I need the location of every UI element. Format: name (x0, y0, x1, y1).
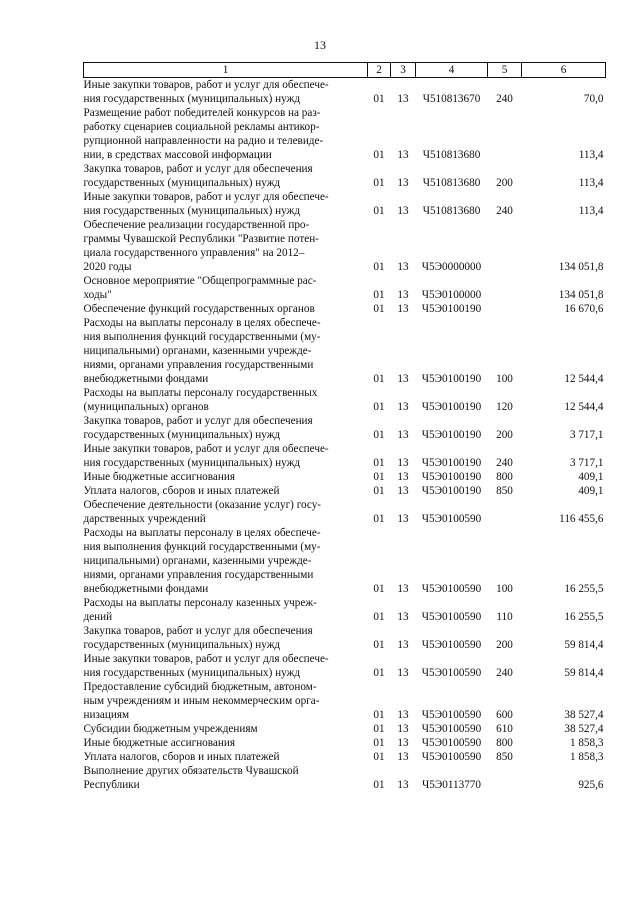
description-line: внебюджетными фондами (83, 583, 209, 595)
row-description (84, 596, 368, 624)
description-line: дений (83, 611, 113, 623)
description-line: государственных (муниципальных) нужд (83, 429, 281, 441)
row-subsection-code: 13 (397, 289, 409, 301)
row-expense-type (488, 106, 522, 162)
description-line: Расходы на выплаты персоналу казенных учреж- (83, 597, 317, 609)
row-section-code: 01 (373, 639, 385, 651)
row-description (84, 526, 368, 596)
description-line: ниями, органами управления государственными (83, 359, 314, 371)
description-line: Размещение работ победителей конкурсов на раз- (83, 107, 321, 119)
table-row (84, 764, 606, 792)
description-line: Расходы на выплаты персоналу в целях обеспече- (83, 317, 321, 329)
description-line: Иные закупки товаров, работ и услуг для обеспече- (83, 79, 329, 91)
row-subsection-code: 13 (397, 709, 409, 721)
row-amount: 134 051,8 (558, 289, 604, 301)
description-line: дарственных учреждений (83, 513, 206, 525)
row-target-article: Ч5Э0100590 (421, 513, 482, 525)
page-number: 13 (314, 38, 326, 52)
table-row (84, 162, 606, 190)
row-subsection-code: 13 (397, 93, 409, 105)
row-target-article: Ч510813670 (422, 93, 481, 105)
header-col-1: 1 (84, 63, 368, 78)
row-subsection-code: 13 (397, 737, 409, 749)
row-amount: 113,4 (578, 205, 604, 217)
description-line: ным учреждениям и иным некоммерческим орга- (83, 695, 320, 707)
row-section-code: 01 (373, 205, 385, 217)
description-line: Иные закупки товаров, работ и услуг для обеспече- (83, 653, 329, 665)
header-col-3: 3 (391, 63, 416, 78)
description-line: ходы" (83, 289, 112, 301)
description-line: ния государственных (муниципальных) нужд (83, 93, 301, 105)
table-row (84, 106, 606, 162)
table-row (84, 624, 606, 652)
description-line: ния государственных (муниципальных) нужд (83, 667, 301, 679)
description-line: Обеспечение реализации государственной про- (83, 219, 310, 231)
row-section-code: 01 (373, 401, 385, 413)
description-line: Обеспечение функций государственных органов (83, 303, 315, 315)
table-row (84, 414, 606, 442)
row-section-code: 01 (373, 737, 385, 749)
table-row (84, 316, 606, 386)
row-amount: 1 858,3 (569, 737, 604, 749)
row-subsection-code: 13 (397, 429, 409, 441)
row-section-code: 01 (373, 373, 385, 385)
description-line: Уплата налогов, сборов и иных платежей (83, 751, 280, 763)
row-expense-type: 110 (496, 611, 513, 623)
row-description (84, 624, 368, 652)
row-subsection-code: 13 (397, 457, 409, 469)
description-line: ниципальными) органами, казенными учрежде- (83, 555, 312, 567)
row-target-article: Ч5Э0100590 (421, 737, 482, 749)
row-expense-type: 850 (496, 485, 513, 497)
row-description (84, 498, 368, 526)
row-section-code: 01 (373, 261, 385, 273)
row-description (84, 722, 368, 736)
description-line: государственных (муниципальных) нужд (83, 177, 281, 189)
description-line: Иные бюджетные ассигнования (83, 471, 235, 483)
description-line: Расходы на выплаты персоналу в целях обеспече- (83, 527, 321, 539)
row-subsection-code: 13 (397, 751, 409, 763)
row-subsection-code: 13 (397, 611, 409, 623)
row-subsection-code: 13 (397, 779, 409, 791)
row-description (84, 106, 368, 162)
row-expense-type: 240 (496, 205, 513, 217)
description-line: Обеспечение деятельности (оказание услуг) госу- (83, 499, 322, 511)
description-line: низациям (83, 709, 130, 721)
row-amount: 38 527,4 (564, 709, 604, 721)
description-line: ниципальными) органами, казенными учрежде- (83, 345, 312, 357)
description-line: Республики (83, 779, 140, 791)
table-row (84, 498, 606, 526)
row-amount: 409,1 (578, 485, 604, 497)
table-row (84, 526, 606, 596)
table-row (84, 596, 606, 624)
row-expense-type: 100 (496, 583, 513, 595)
row-amount: 1 858,3 (569, 751, 604, 763)
description-line: Субсидии бюджетным учреждениям (83, 723, 258, 735)
row-amount: 134 051,8 (558, 261, 604, 273)
description-line: ния выполнения функций государственными (му- (83, 331, 321, 343)
row-target-article: Ч5Э0100190 (421, 471, 482, 483)
row-description (84, 386, 368, 414)
row-description (84, 680, 368, 722)
row-amount: 16 670,6 (564, 303, 604, 315)
header-col-2: 2 (368, 63, 391, 78)
description-line: 2020 годы (83, 261, 132, 273)
description-line: ния выполнения функций государственными (му- (83, 541, 321, 553)
row-amount: 116 455,6 (559, 513, 604, 525)
description-line: Уплата налогов, сборов и иных платежей (83, 485, 280, 497)
row-amount: 38 527,4 (564, 723, 604, 735)
row-expense-type: 800 (496, 471, 513, 483)
row-section-code: 01 (373, 471, 385, 483)
row-expense-type (488, 302, 522, 316)
row-subsection-code: 13 (397, 471, 409, 483)
row-expense-type (488, 274, 522, 302)
row-target-article: Ч5Э0100190 (421, 485, 482, 497)
description-line: Предоставление субсидий бюджетным, автоном- (83, 681, 317, 693)
row-expense-type: 240 (496, 93, 513, 105)
row-subsection-code: 13 (397, 485, 409, 497)
row-target-article: Ч5Э0100590 (421, 667, 482, 679)
description-line: (муниципальных) органов (83, 401, 209, 413)
row-expense-type (488, 498, 522, 526)
row-subsection-code: 13 (397, 401, 409, 413)
row-subsection-code: 13 (397, 723, 409, 735)
description-line: Иные бюджетные ассигнования (83, 737, 235, 749)
row-target-article: Ч5Э0100590 (421, 583, 482, 595)
row-subsection-code: 13 (397, 583, 409, 595)
table-header (84, 63, 606, 78)
row-amount: 925,6 (578, 779, 604, 791)
row-description (84, 484, 368, 498)
row-section-code: 01 (373, 177, 385, 189)
table-row (84, 78, 606, 107)
row-subsection-code: 13 (397, 261, 409, 273)
table-row (84, 722, 606, 736)
row-description (84, 302, 368, 316)
row-target-article: Ч5Э0100590 (421, 709, 482, 721)
description-line: циала государственного управления" на 2012– (83, 247, 305, 259)
row-amount: 12 544,4 (564, 401, 604, 413)
table-row (84, 302, 606, 316)
table-row (84, 470, 606, 484)
row-section-code: 01 (373, 583, 385, 595)
description-line: Закупка товаров, работ и услуг для обеспечения (83, 163, 313, 175)
row-section-code: 01 (373, 93, 385, 105)
row-target-article: Ч5Э0100000 (421, 289, 482, 301)
description-line: рупционной направленности на радио и телевиде- (83, 135, 324, 147)
row-expense-type: 200 (496, 177, 513, 189)
description-line: нии, в средствах массовой информации (83, 149, 272, 161)
row-section-code: 01 (373, 485, 385, 497)
row-section-code: 01 (373, 667, 385, 679)
row-section-code: 01 (373, 289, 385, 301)
table-row (84, 218, 606, 274)
description-line: работку сценариев социальной рекламы антикор- (83, 121, 320, 133)
table-row (84, 680, 606, 722)
row-expense-type: 200 (496, 639, 513, 651)
header-col-5: 5 (488, 63, 522, 78)
row-amount: 409,1 (578, 471, 604, 483)
row-description (84, 162, 368, 190)
row-subsection-code: 13 (397, 177, 409, 189)
row-description (84, 316, 368, 386)
description-line: Основное мероприятие "Общепрограммные рас- (83, 275, 317, 287)
row-amount: 16 255,5 (564, 583, 604, 595)
description-line: ния государственных (муниципальных) нужд (83, 457, 301, 469)
table-row (84, 386, 606, 414)
row-description (84, 652, 368, 680)
header-col-6: 6 (522, 63, 606, 78)
row-description (84, 218, 368, 274)
row-section-code: 01 (373, 513, 385, 525)
row-section-code: 01 (373, 751, 385, 763)
row-target-article: Ч5Э0000000 (421, 261, 482, 273)
row-expense-type: 100 (496, 373, 513, 385)
row-description (84, 78, 368, 107)
description-line: Закупка товаров, работ и услуг для обеспечения (83, 625, 313, 637)
description-line: Закупка товаров, работ и услуг для обеспечения (83, 415, 313, 427)
row-expense-type: 200 (496, 429, 513, 441)
row-section-code: 01 (373, 779, 385, 791)
row-amount: 113,4 (578, 177, 604, 189)
table-body (84, 78, 606, 793)
row-target-article: Ч510813680 (422, 149, 481, 161)
row-section-code: 01 (373, 611, 385, 623)
row-target-article: Ч5Э0100590 (421, 723, 482, 735)
row-description (84, 736, 368, 750)
table-row (84, 736, 606, 750)
table-row (84, 750, 606, 764)
row-target-article: Ч510813680 (422, 177, 481, 189)
description-line: Расходы на выплаты персоналу государственных (83, 387, 318, 399)
table-row (84, 190, 606, 218)
row-expense-type: 610 (496, 723, 513, 735)
row-target-article: Ч5Э0100190 (421, 373, 482, 385)
row-amount: 16 255,5 (564, 611, 604, 623)
row-amount: 3 717,1 (569, 457, 604, 469)
row-expense-type: 600 (496, 709, 513, 721)
row-target-article: Ч5Э0100190 (421, 429, 482, 441)
row-target-article: Ч5Э0113770 (422, 779, 481, 791)
row-expense-type: 800 (496, 737, 513, 749)
row-amount: 70,0 (583, 93, 604, 105)
row-subsection-code: 13 (397, 513, 409, 525)
budget-table (83, 62, 606, 792)
row-amount: 59 814,4 (564, 667, 604, 679)
row-target-article: Ч5Э0100590 (421, 751, 482, 763)
header-col-4: 4 (416, 63, 488, 78)
row-subsection-code: 13 (397, 667, 409, 679)
row-description (84, 750, 368, 764)
row-target-article: Ч5Э0100590 (421, 639, 482, 651)
row-subsection-code: 13 (397, 639, 409, 651)
row-expense-type: 120 (496, 401, 513, 413)
row-target-article: Ч5Э0100190 (421, 303, 482, 315)
row-section-code: 01 (373, 457, 385, 469)
row-target-article: Ч5Э0100190 (421, 457, 482, 469)
row-section-code: 01 (373, 149, 385, 161)
description-line: граммы Чувашской Республики "Развитие потен- (83, 233, 319, 245)
row-subsection-code: 13 (397, 373, 409, 385)
row-description (84, 470, 368, 484)
table-row (84, 652, 606, 680)
row-description (84, 190, 368, 218)
description-line: внебюджетными фондами (83, 373, 209, 385)
table-row (84, 274, 606, 302)
row-subsection-code: 13 (397, 205, 409, 217)
row-expense-type: 850 (496, 751, 513, 763)
row-description (84, 442, 368, 470)
row-target-article: Ч5Э0100590 (421, 611, 482, 623)
row-description (84, 764, 368, 792)
row-amount: 3 717,1 (569, 429, 604, 441)
description-line: Иные закупки товаров, работ и услуг для обеспече- (83, 443, 329, 455)
row-description (84, 414, 368, 442)
row-description (84, 274, 368, 302)
row-amount: 12 544,4 (564, 373, 604, 385)
table-row (84, 442, 606, 470)
description-line: государственных (муниципальных) нужд (83, 639, 281, 651)
table-row (84, 484, 606, 498)
row-expense-type: 240 (496, 457, 513, 469)
row-section-code: 01 (373, 303, 385, 315)
row-subsection-code: 13 (397, 149, 409, 161)
row-target-article: Ч5Э0100190 (421, 401, 482, 413)
row-section-code: 01 (373, 709, 385, 721)
row-amount: 113,4 (578, 149, 604, 161)
row-amount: 59 814,4 (564, 639, 604, 651)
description-line: ниями, органами управления государственными (83, 569, 314, 581)
row-expense-type (488, 764, 522, 792)
row-section-code: 01 (373, 723, 385, 735)
description-line: ния государственных (муниципальных) нужд (83, 205, 301, 217)
row-subsection-code: 13 (397, 303, 409, 315)
row-expense-type (488, 218, 522, 274)
row-expense-type: 240 (496, 667, 513, 679)
row-section-code: 01 (373, 429, 385, 441)
description-line: Выполнение других обязательств Чувашской (83, 765, 299, 777)
description-line: Иные закупки товаров, работ и услуг для обеспече- (83, 191, 329, 203)
row-target-article: Ч510813680 (422, 205, 481, 217)
